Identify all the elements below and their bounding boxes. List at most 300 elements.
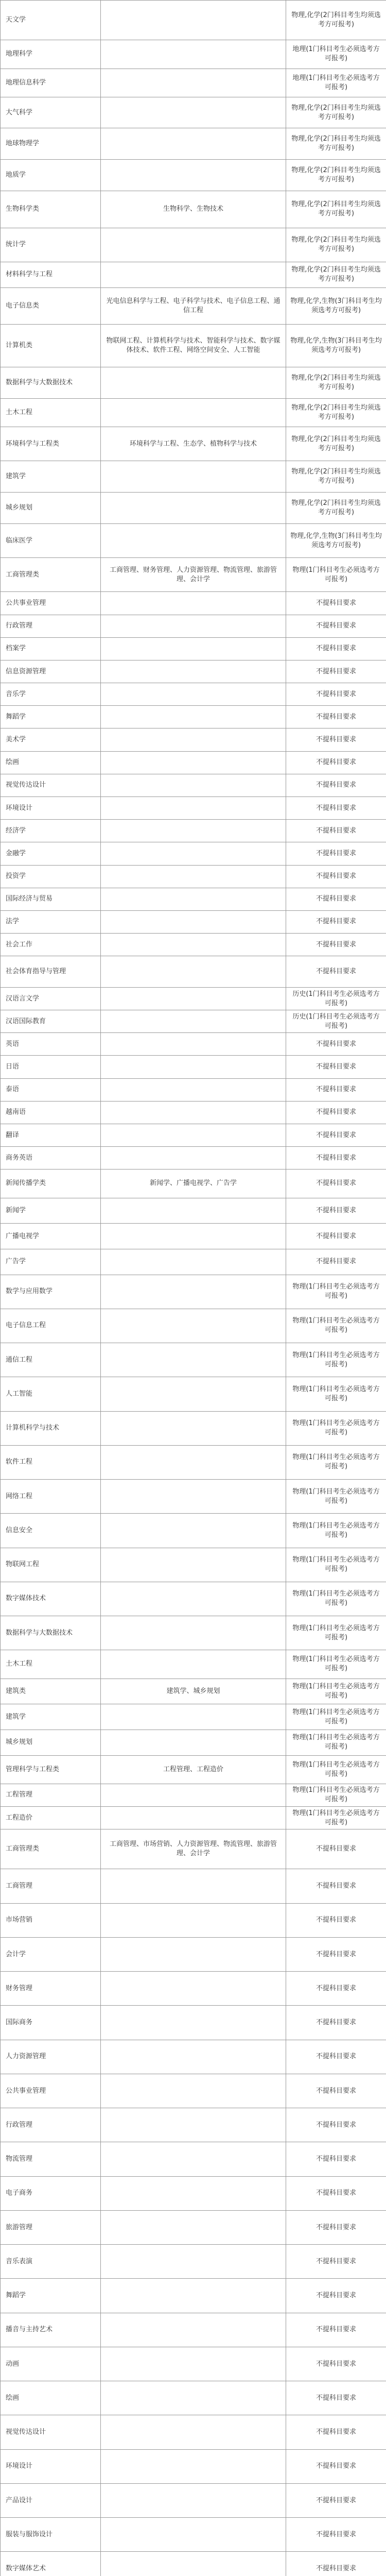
included-majors-cell [101, 128, 286, 160]
major-cell: 统计学 [1, 228, 101, 262]
subject-requirement-cell: 物理,化学(2门科目考生均须选考方可报考) [286, 493, 386, 524]
subject-requirement-cell: 地理(1门科目考生必须选考方可报考) [286, 69, 386, 97]
included-majors-cell [101, 2108, 286, 2142]
major-cell: 音乐表演 [1, 2245, 101, 2279]
table-row [1, 1343, 386, 1377]
subject-requirement-cell: 物理(1门科目考生必须选考方可报考) [286, 1807, 386, 1829]
major-cell: 工商管理类 [1, 558, 101, 592]
major-cell: 服装与服饰设计 [1, 2518, 101, 2552]
major-cell: 音乐学 [1, 683, 101, 706]
subject-requirement-cell: 物理,化学(2门科目考生均须选考方可报考) [286, 160, 386, 191]
subject-requirement-cell: 物理(1门科目考生必须选考方可报考) [286, 558, 386, 592]
included-majors-cell [101, 1514, 286, 1548]
included-majors-cell [101, 2313, 286, 2347]
included-majors-cell [101, 1869, 286, 1903]
major-cell: 国际商务 [1, 2006, 101, 2040]
table-row [1, 1170, 386, 1198]
subject-requirement-cell: 不提科目要求 [286, 660, 386, 683]
subject-requirement-cell: 不提科目要求 [286, 2006, 386, 2040]
included-majors-cell [101, 2245, 286, 2279]
subject-requirement-cell: 不提科目要求 [286, 728, 386, 751]
included-majors-cell [101, 660, 286, 683]
table-row [1, 1124, 386, 1146]
major-cell: 物流管理 [1, 2142, 101, 2176]
major-cell: 建筑学 [1, 1704, 101, 1730]
included-majors-cell [101, 399, 286, 427]
included-majors-cell [101, 2176, 286, 2210]
included-majors-cell: 光电信息科学与工程、电子科学与技术、电子信息工程、通信工程 [101, 287, 286, 325]
subject-requirement-cell: 不提科目要求 [286, 774, 386, 796]
included-majors-cell [101, 888, 286, 910]
major-cell: 社会工作 [1, 934, 101, 956]
table-row [1, 2313, 386, 2347]
included-majors-cell [101, 1807, 286, 1829]
subject-requirement-cell: 物理(1门科目考生必须选考方可报考) [286, 1650, 386, 1679]
table-row [1, 2245, 386, 2279]
major-cell: 广告学 [1, 1249, 101, 1275]
major-cell: 地理信息科学 [1, 69, 101, 97]
subject-requirement-cell: 物理(1门科目考生必须选考方可报考) [286, 1582, 386, 1616]
major-cell: 工商管理 [1, 1869, 101, 1903]
table-row [1, 523, 386, 557]
subject-requirement-cell: 物理(1门科目考生必须选考方可报考) [286, 1445, 386, 1479]
subject-requirement-cell: 不提科目要求 [286, 1033, 386, 1056]
major-cell: 旅游管理 [1, 2210, 101, 2244]
table-row [1, 615, 386, 637]
subject-requirement-cell: 物理,化学(2门科目考生均须选考方可报考) [286, 228, 386, 262]
subject-requirement-cell: 不提科目要求 [286, 1078, 386, 1101]
major-cell: 新闻学 [1, 1198, 101, 1224]
table-row [1, 2279, 386, 2313]
subject-requirement-cell: 不提科目要求 [286, 1101, 386, 1124]
major-cell: 投资学 [1, 865, 101, 888]
table-row [1, 160, 386, 191]
included-majors-cell [101, 2347, 286, 2381]
table-row [1, 1514, 386, 1548]
included-majors-cell [101, 1704, 286, 1730]
subject-requirement-cell: 不提科目要求 [286, 2108, 386, 2142]
major-cell: 产品设计 [1, 2483, 101, 2517]
table-row [1, 1309, 386, 1343]
subject-requirement-cell: 不提科目要求 [286, 2449, 386, 2483]
included-majors-cell [101, 493, 286, 524]
table-row [1, 40, 386, 69]
table-row [1, 1755, 386, 1784]
included-majors-cell [101, 842, 286, 865]
major-cell: 管理科学与工程类 [1, 1755, 101, 1784]
table-row [1, 493, 386, 524]
table-row [1, 1078, 386, 1101]
table-row [1, 1937, 386, 1971]
table-row [1, 2347, 386, 2381]
subject-requirement-cell: 不提科目要求 [286, 1249, 386, 1275]
subject-requirement-cell: 不提科目要求 [286, 1198, 386, 1224]
subject-requirement-cell: 不提科目要求 [286, 1170, 386, 1198]
included-majors-cell [101, 637, 286, 660]
included-majors-cell [101, 1198, 286, 1224]
major-cell: 美术学 [1, 728, 101, 751]
subject-requirement-cell: 不提科目要求 [286, 2552, 386, 2576]
major-cell: 工程造价 [1, 1807, 101, 1829]
subject-requirement-cell: 不提科目要求 [286, 2347, 386, 2381]
major-cell: 环境设计 [1, 796, 101, 819]
included-majors-cell [101, 1411, 286, 1445]
major-cell: 数据科学与大数据技术 [1, 367, 101, 399]
table-row [1, 228, 386, 262]
table-row [1, 1411, 386, 1445]
subject-requirement-cell: 不提科目要求 [286, 2415, 386, 2449]
major-cell: 生物科学类 [1, 191, 101, 228]
table-row [1, 910, 386, 933]
subject-requirement-cell: 不提科目要求 [286, 1869, 386, 1903]
major-cell: 城乡规划 [1, 493, 101, 524]
table-row [1, 2449, 386, 2483]
included-majors-cell [101, 2552, 286, 2576]
major-cell: 舞蹈学 [1, 706, 101, 728]
major-cell: 广播电视学 [1, 1224, 101, 1249]
subject-requirement-cell: 不提科目要求 [286, 2483, 386, 2517]
subject-requirement-cell: 物理,化学(2门科目考生均须选考方可报考) [286, 191, 386, 228]
major-cell: 土木工程 [1, 399, 101, 427]
included-majors-cell [101, 2074, 286, 2108]
table-row [1, 287, 386, 325]
major-cell: 绘画 [1, 2381, 101, 2415]
table-row [1, 1, 386, 40]
table-row [1, 2381, 386, 2415]
subject-requirement-cell: 不提科目要求 [286, 1937, 386, 1971]
major-cell: 汉语言文学 [1, 987, 101, 1010]
subject-requirement-cell: 不提科目要求 [286, 1147, 386, 1170]
included-majors-cell [101, 774, 286, 796]
major-cell: 工商管理类 [1, 1829, 101, 1869]
major-cell: 信息安全 [1, 1514, 101, 1548]
subject-requirement-cell: 不提科目要求 [286, 2142, 386, 2176]
table-row [1, 1784, 386, 1806]
subject-requirement-cell: 物理(1门科目考生必须选考方可报考) [286, 1704, 386, 1730]
table-row [1, 128, 386, 160]
included-majors-cell [101, 615, 286, 637]
included-majors-cell [101, 2279, 286, 2313]
major-cell: 建筑类 [1, 1679, 101, 1704]
major-cell: 财务管理 [1, 1972, 101, 2006]
major-cell: 城乡规划 [1, 1730, 101, 1755]
major-cell: 国际经济与贸易 [1, 888, 101, 910]
table-row [1, 367, 386, 399]
included-majors-cell [101, 1582, 286, 1616]
subject-requirement-cell: 物理(1门科目考生必须选考方可报考) [286, 1755, 386, 1784]
major-cell: 土木工程 [1, 1650, 101, 1679]
table-row [1, 262, 386, 287]
table-row [1, 592, 386, 615]
table-row [1, 796, 386, 819]
included-majors-cell [101, 1480, 286, 1514]
subject-requirement-cell: 不提科目要求 [286, 706, 386, 728]
table-row [1, 1582, 386, 1616]
subject-requirement-cell: 不提科目要求 [286, 1124, 386, 1146]
table-row [1, 1480, 386, 1514]
subject-requirement-cell: 不提科目要求 [286, 592, 386, 615]
included-majors-cell [101, 2210, 286, 2244]
table-row [1, 1650, 386, 1679]
table-row [1, 2483, 386, 2517]
subject-requirement-cell: 不提科目要求 [286, 2279, 386, 2313]
table-row [1, 934, 386, 956]
major-cell: 工程管理 [1, 1784, 101, 1806]
major-cell: 法学 [1, 910, 101, 933]
table-row [1, 1224, 386, 1249]
included-majors-cell: 新闻学、广播电视学、广告学 [101, 1170, 286, 1198]
table-row [1, 427, 386, 461]
table-row [1, 399, 386, 427]
subject-requirement-cell: 不提科目要求 [286, 1972, 386, 2006]
subject-requirement-cell: 不提科目要求 [286, 1903, 386, 1937]
subject-requirement-cell: 不提科目要求 [286, 888, 386, 910]
major-cell: 通信工程 [1, 1343, 101, 1377]
subject-requirement-cell: 物理,化学(2门科目考生均须选考方可报考) [286, 399, 386, 427]
major-cell: 数学与应用数学 [1, 1275, 101, 1309]
subject-requirement-cell: 不提科目要求 [286, 2176, 386, 2210]
table-row [1, 2142, 386, 2176]
subject-requirement-cell: 不提科目要求 [286, 2313, 386, 2347]
major-cell: 临床医学 [1, 523, 101, 557]
subject-requirement-cell: 物理(1门科目考生必须选考方可报考) [286, 1616, 386, 1650]
major-cell: 电子信息工程 [1, 1309, 101, 1343]
subject-requirement-cell: 物理(1门科目考生必须选考方可报考) [286, 1411, 386, 1445]
major-cell: 环境科学与工程类 [1, 427, 101, 461]
table-row [1, 191, 386, 228]
subject-requirement-cell: 物理,化学(2门科目考生均须选考方可报考) [286, 128, 386, 160]
table-row [1, 1377, 386, 1411]
subject-requirement-cell: 不提科目要求 [286, 1056, 386, 1078]
major-cell: 汉语国际教育 [1, 1010, 101, 1033]
subject-requirement-cell: 物理,化学(2门科目考生均须选考方可报考) [286, 427, 386, 461]
subject-requirement-cell: 不提科目要求 [286, 683, 386, 706]
included-majors-cell [101, 2483, 286, 2517]
table-row [1, 1616, 386, 1650]
major-cell: 商务英语 [1, 1147, 101, 1170]
included-majors-cell: 工商管理、市场营销、人力资源管理、物流管理、旅游管理、会计学 [101, 1829, 286, 1869]
major-cell: 视觉传达设计 [1, 774, 101, 796]
major-cell: 经济学 [1, 820, 101, 842]
major-cell: 电子信息类 [1, 287, 101, 325]
included-majors-cell [101, 461, 286, 493]
subject-requirement-cell: 物理,化学,生物(3门科目考生均须选考方可报考) [286, 523, 386, 557]
subject-requirement-cell: 物理(1门科目考生必须选考方可报考) [286, 1730, 386, 1755]
major-cell: 计算机科学与技术 [1, 1411, 101, 1445]
included-majors-cell [101, 2006, 286, 2040]
table-row [1, 1730, 386, 1755]
major-cell: 数字媒体艺术 [1, 2552, 101, 2576]
table-row [1, 842, 386, 865]
major-cell: 越南语 [1, 1101, 101, 1124]
included-majors-cell [101, 1078, 286, 1101]
included-majors-cell [101, 706, 286, 728]
major-cell: 大气科学 [1, 97, 101, 128]
subject-requirement-cell: 物理,化学(2门科目考生均须选考方可报考) [286, 1, 386, 40]
included-majors-cell [101, 1275, 286, 1309]
included-majors-cell [101, 1730, 286, 1755]
included-majors-cell [101, 1937, 286, 1971]
major-cell: 天文学 [1, 1, 101, 40]
major-cell: 地球物理学 [1, 128, 101, 160]
table-row [1, 987, 386, 1010]
included-majors-cell [101, 728, 286, 751]
included-majors-cell [101, 1972, 286, 2006]
table-row [1, 2176, 386, 2210]
table-row [1, 1972, 386, 2006]
major-cell: 计算机类 [1, 325, 101, 367]
included-majors-cell [101, 40, 286, 69]
included-majors-cell [101, 592, 286, 615]
major-cell: 金融学 [1, 842, 101, 865]
included-majors-cell [101, 751, 286, 774]
table-row [1, 660, 386, 683]
major-cell: 视觉传达设计 [1, 2415, 101, 2449]
major-cell: 行政管理 [1, 615, 101, 637]
major-cell: 信息资源管理 [1, 660, 101, 683]
table-row [1, 1445, 386, 1479]
included-majors-cell [101, 820, 286, 842]
major-cell: 英语 [1, 1033, 101, 1056]
major-cell: 地质学 [1, 160, 101, 191]
major-cell: 人力资源管理 [1, 2040, 101, 2074]
included-majors-cell [101, 2040, 286, 2074]
table-row [1, 1275, 386, 1309]
included-majors-cell: 建筑学、城乡规划 [101, 1679, 286, 1704]
table-row [1, 97, 386, 128]
included-majors-cell [101, 1010, 286, 1033]
table-row [1, 1704, 386, 1730]
included-majors-cell [101, 2518, 286, 2552]
table-row [1, 2074, 386, 2108]
table-row [1, 2415, 386, 2449]
included-majors-cell [101, 1784, 286, 1806]
included-majors-cell [101, 1309, 286, 1343]
table-row [1, 1249, 386, 1275]
major-cell: 会计学 [1, 1937, 101, 1971]
included-majors-cell [101, 1, 286, 40]
subject-requirement-cell: 物理(1门科目考生必须选考方可报考) [286, 1548, 386, 1582]
subject-requirement-cell: 物理,化学(2门科目考生均须选考方可报考) [286, 367, 386, 399]
subject-requirement-cell: 不提科目要求 [286, 910, 386, 933]
included-majors-cell [101, 683, 286, 706]
included-majors-cell: 生物科学、生物技术 [101, 191, 286, 228]
table-row [1, 2108, 386, 2142]
major-cell: 电子商务 [1, 2176, 101, 2210]
table-row [1, 1679, 386, 1704]
table-row [1, 1548, 386, 1582]
subject-requirement-cell: 不提科目要求 [286, 2210, 386, 2244]
major-cell: 社会体育指导与管理 [1, 956, 101, 988]
major-cell: 物联网工程 [1, 1548, 101, 1582]
subject-requirement-cell: 不提科目要求 [286, 1224, 386, 1249]
major-cell: 地理科学 [1, 40, 101, 69]
subject-requirement-cell: 物理,化学(2门科目考生均须选考方可报考) [286, 97, 386, 128]
table-row [1, 1829, 386, 1869]
included-majors-cell [101, 262, 286, 287]
subject-requirement-cell: 不提科目要求 [286, 820, 386, 842]
subject-requirement-cell: 不提科目要求 [286, 934, 386, 956]
subject-requirement-cell: 不提科目要求 [286, 2245, 386, 2279]
included-majors-cell [101, 2449, 286, 2483]
included-majors-cell [101, 69, 286, 97]
table-row [1, 706, 386, 728]
major-cell: 人工智能 [1, 1377, 101, 1411]
major-cell: 播音与主持艺术 [1, 2313, 101, 2347]
subject-requirement-cell: 不提科目要求 [286, 1829, 386, 1869]
included-majors-cell: 工程管理、工程造价 [101, 1755, 286, 1784]
subject-requirement-cell: 不提科目要求 [286, 865, 386, 888]
table-row [1, 1033, 386, 1056]
table-row [1, 2040, 386, 2074]
table-row [1, 2006, 386, 2040]
major-cell: 舞蹈学 [1, 2279, 101, 2313]
included-majors-cell [101, 1124, 286, 1146]
subject-requirement-cell: 物理(1门科目考生必须选考方可报考) [286, 1679, 386, 1704]
included-majors-cell [101, 523, 286, 557]
included-majors-cell [101, 1033, 286, 1056]
included-majors-cell [101, 934, 286, 956]
table-row [1, 325, 386, 367]
table-row [1, 728, 386, 751]
major-cell: 数字媒体技术 [1, 1582, 101, 1616]
subject-requirement-cell: 不提科目要求 [286, 842, 386, 865]
major-cell: 日语 [1, 1056, 101, 1078]
major-cell: 行政管理 [1, 2108, 101, 2142]
subject-requirement-cell: 不提科目要求 [286, 2040, 386, 2074]
major-cell: 公共事业管理 [1, 2074, 101, 2108]
major-cell: 翻译 [1, 1124, 101, 1146]
included-majors-cell: 环境科学与工程、生态学、植物科学与技术 [101, 427, 286, 461]
table-row [1, 1807, 386, 1829]
major-cell: 市场营销 [1, 1903, 101, 1937]
table-row [1, 1147, 386, 1170]
subject-requirement-cell: 物理,化学(2门科目考生均须选考方可报考) [286, 461, 386, 493]
table-row [1, 683, 386, 706]
table-row [1, 1101, 386, 1124]
table-row [1, 69, 386, 97]
table-row [1, 2518, 386, 2552]
major-cell: 软件工程 [1, 1445, 101, 1479]
major-cell: 公共事业管理 [1, 592, 101, 615]
included-majors-cell: 物联网工程、计算机科学与技术、智能科学与技术、数字媒体技术、软件工程、网络空间安全、人工智能 [101, 325, 286, 367]
table-row [1, 751, 386, 774]
table-row [1, 820, 386, 842]
included-majors-cell [101, 1101, 286, 1124]
table-row [1, 461, 386, 493]
included-majors-cell [101, 1650, 286, 1679]
subject-requirement-cell: 物理(1门科目考生必须选考方可报考) [286, 1480, 386, 1514]
subject-requirement-cell: 历史(1门科目考生必须选考方可报考) [286, 1010, 386, 1033]
included-majors-cell [101, 97, 286, 128]
subject-requirement-cell: 物理(1门科目考生必须选考方可报考) [286, 1343, 386, 1377]
subject-requirement-cell: 物理(1门科目考生必须选考方可报考) [286, 1309, 386, 1343]
included-majors-cell [101, 987, 286, 1010]
included-majors-cell [101, 1147, 286, 1170]
subject-requirement-cell: 物理,化学,生物(3门科目考生均须选考方可报考) [286, 325, 386, 367]
included-majors-cell [101, 160, 286, 191]
table-row [1, 1056, 386, 1078]
included-majors-cell [101, 1903, 286, 1937]
subject-requirement-cell: 物理,化学(2门科目考生均须选考方可报考) [286, 262, 386, 287]
major-cell: 新闻传播学类 [1, 1170, 101, 1198]
subject-requirement-cell: 不提科目要求 [286, 2381, 386, 2415]
subject-requirement-cell: 不提科目要求 [286, 2074, 386, 2108]
included-majors-cell [101, 228, 286, 262]
table-row [1, 1198, 386, 1224]
table-row [1, 1869, 386, 1903]
included-majors-cell [101, 1224, 286, 1249]
